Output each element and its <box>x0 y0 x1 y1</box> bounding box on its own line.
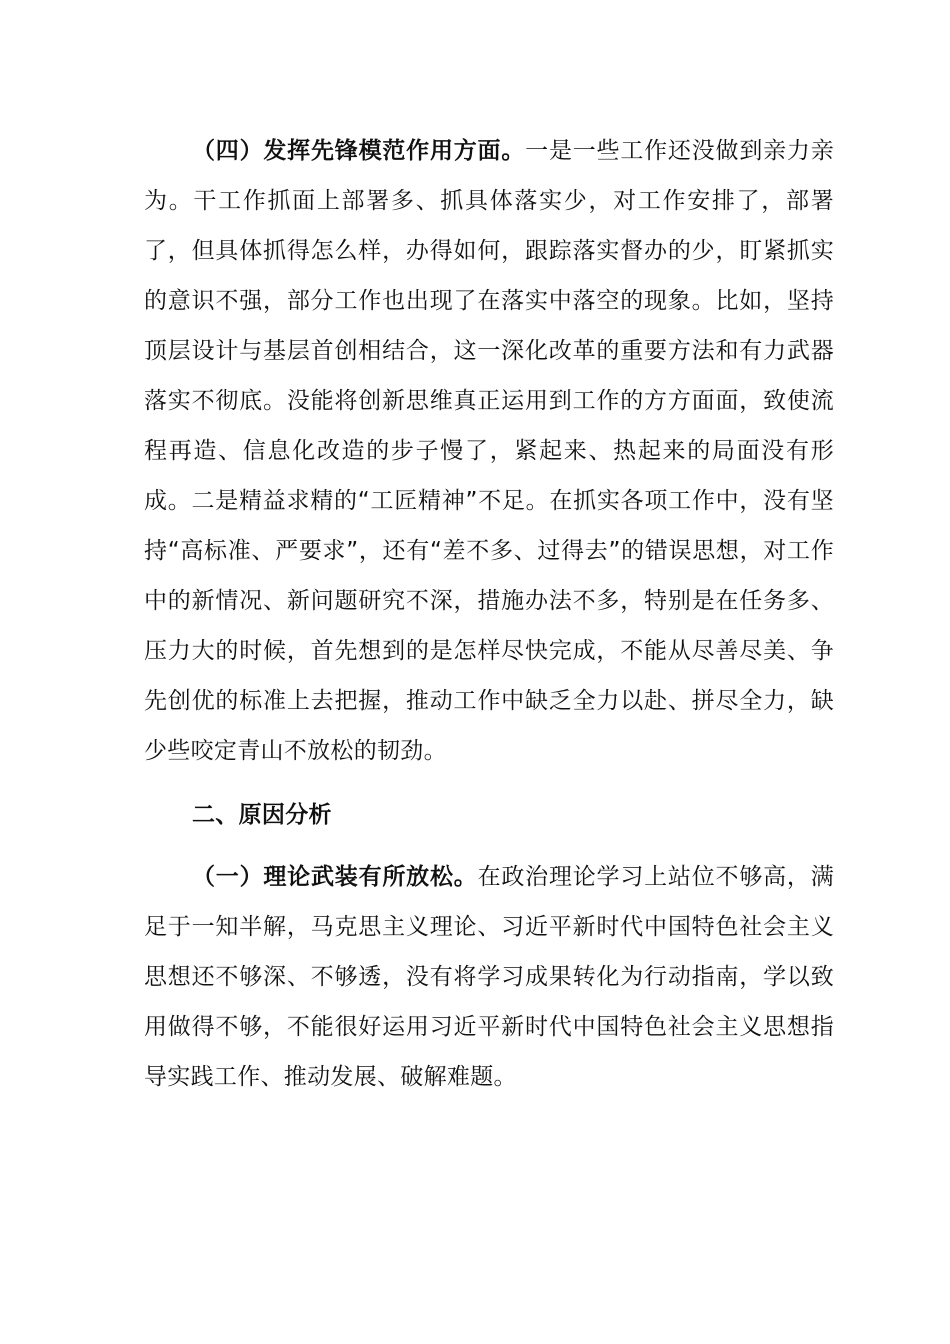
paragraph-heading: （一）理论武装有所放松。 <box>192 864 478 890</box>
paragraph-theory <box>144 852 834 1102</box>
document-body <box>144 126 834 1102</box>
paragraph-advanced-role <box>144 126 834 776</box>
paragraph-text: 在政治理论学习上站位不够高，满足于一知半解，马克思主义理论、习近平新时代中国特色社会主义思想还不够深、不够透，没有将学习成果转化为行动指南，学以致用做得不够，不能很好运用习近平新时代中国特色社会主义思想指导实践工作、推动发展、破解难题。 <box>144 864 835 1090</box>
section-title: 二、原因分析 <box>192 802 332 828</box>
paragraph-text: 一是一些工作还没做到亲力亲为。干工作抓面上部署多、抓具体落实少，对工作安排了，部署了，但具体抓得怎么样，办得如何，跟踪落实督办的少，盯紧抓实的意识不强，部分工作也出现了在落实中落空的现象。比如，坚持顶层设计与基层首创相结合，这一深化改革的重要方法和有力武器落实不彻底。没能将创新思维真正运用到工作的方方面面，致使流程再造、信息化改造的步子慢了，紧起来、热起来的局面没有形成。二是精益求精的“工匠精神”不足。在抓实各项工作中，没有坚持“高标准、严要求”，还有“差不多、过得去”的错误思想，对工作中的新情况、新问题研究不深，措施办法不多，特别是在任务多、压力大的时候，首先想到的是怎样尽快完成，不能从尽善尽美、争先创优的标准上去把握，推动工作中缺乏全力以赴、拼尽全力，缺少些咬定青山不放松的韧劲。 <box>144 138 835 764</box>
paragraph-heading: （四）发挥先锋模范作用方面。 <box>192 138 526 164</box>
